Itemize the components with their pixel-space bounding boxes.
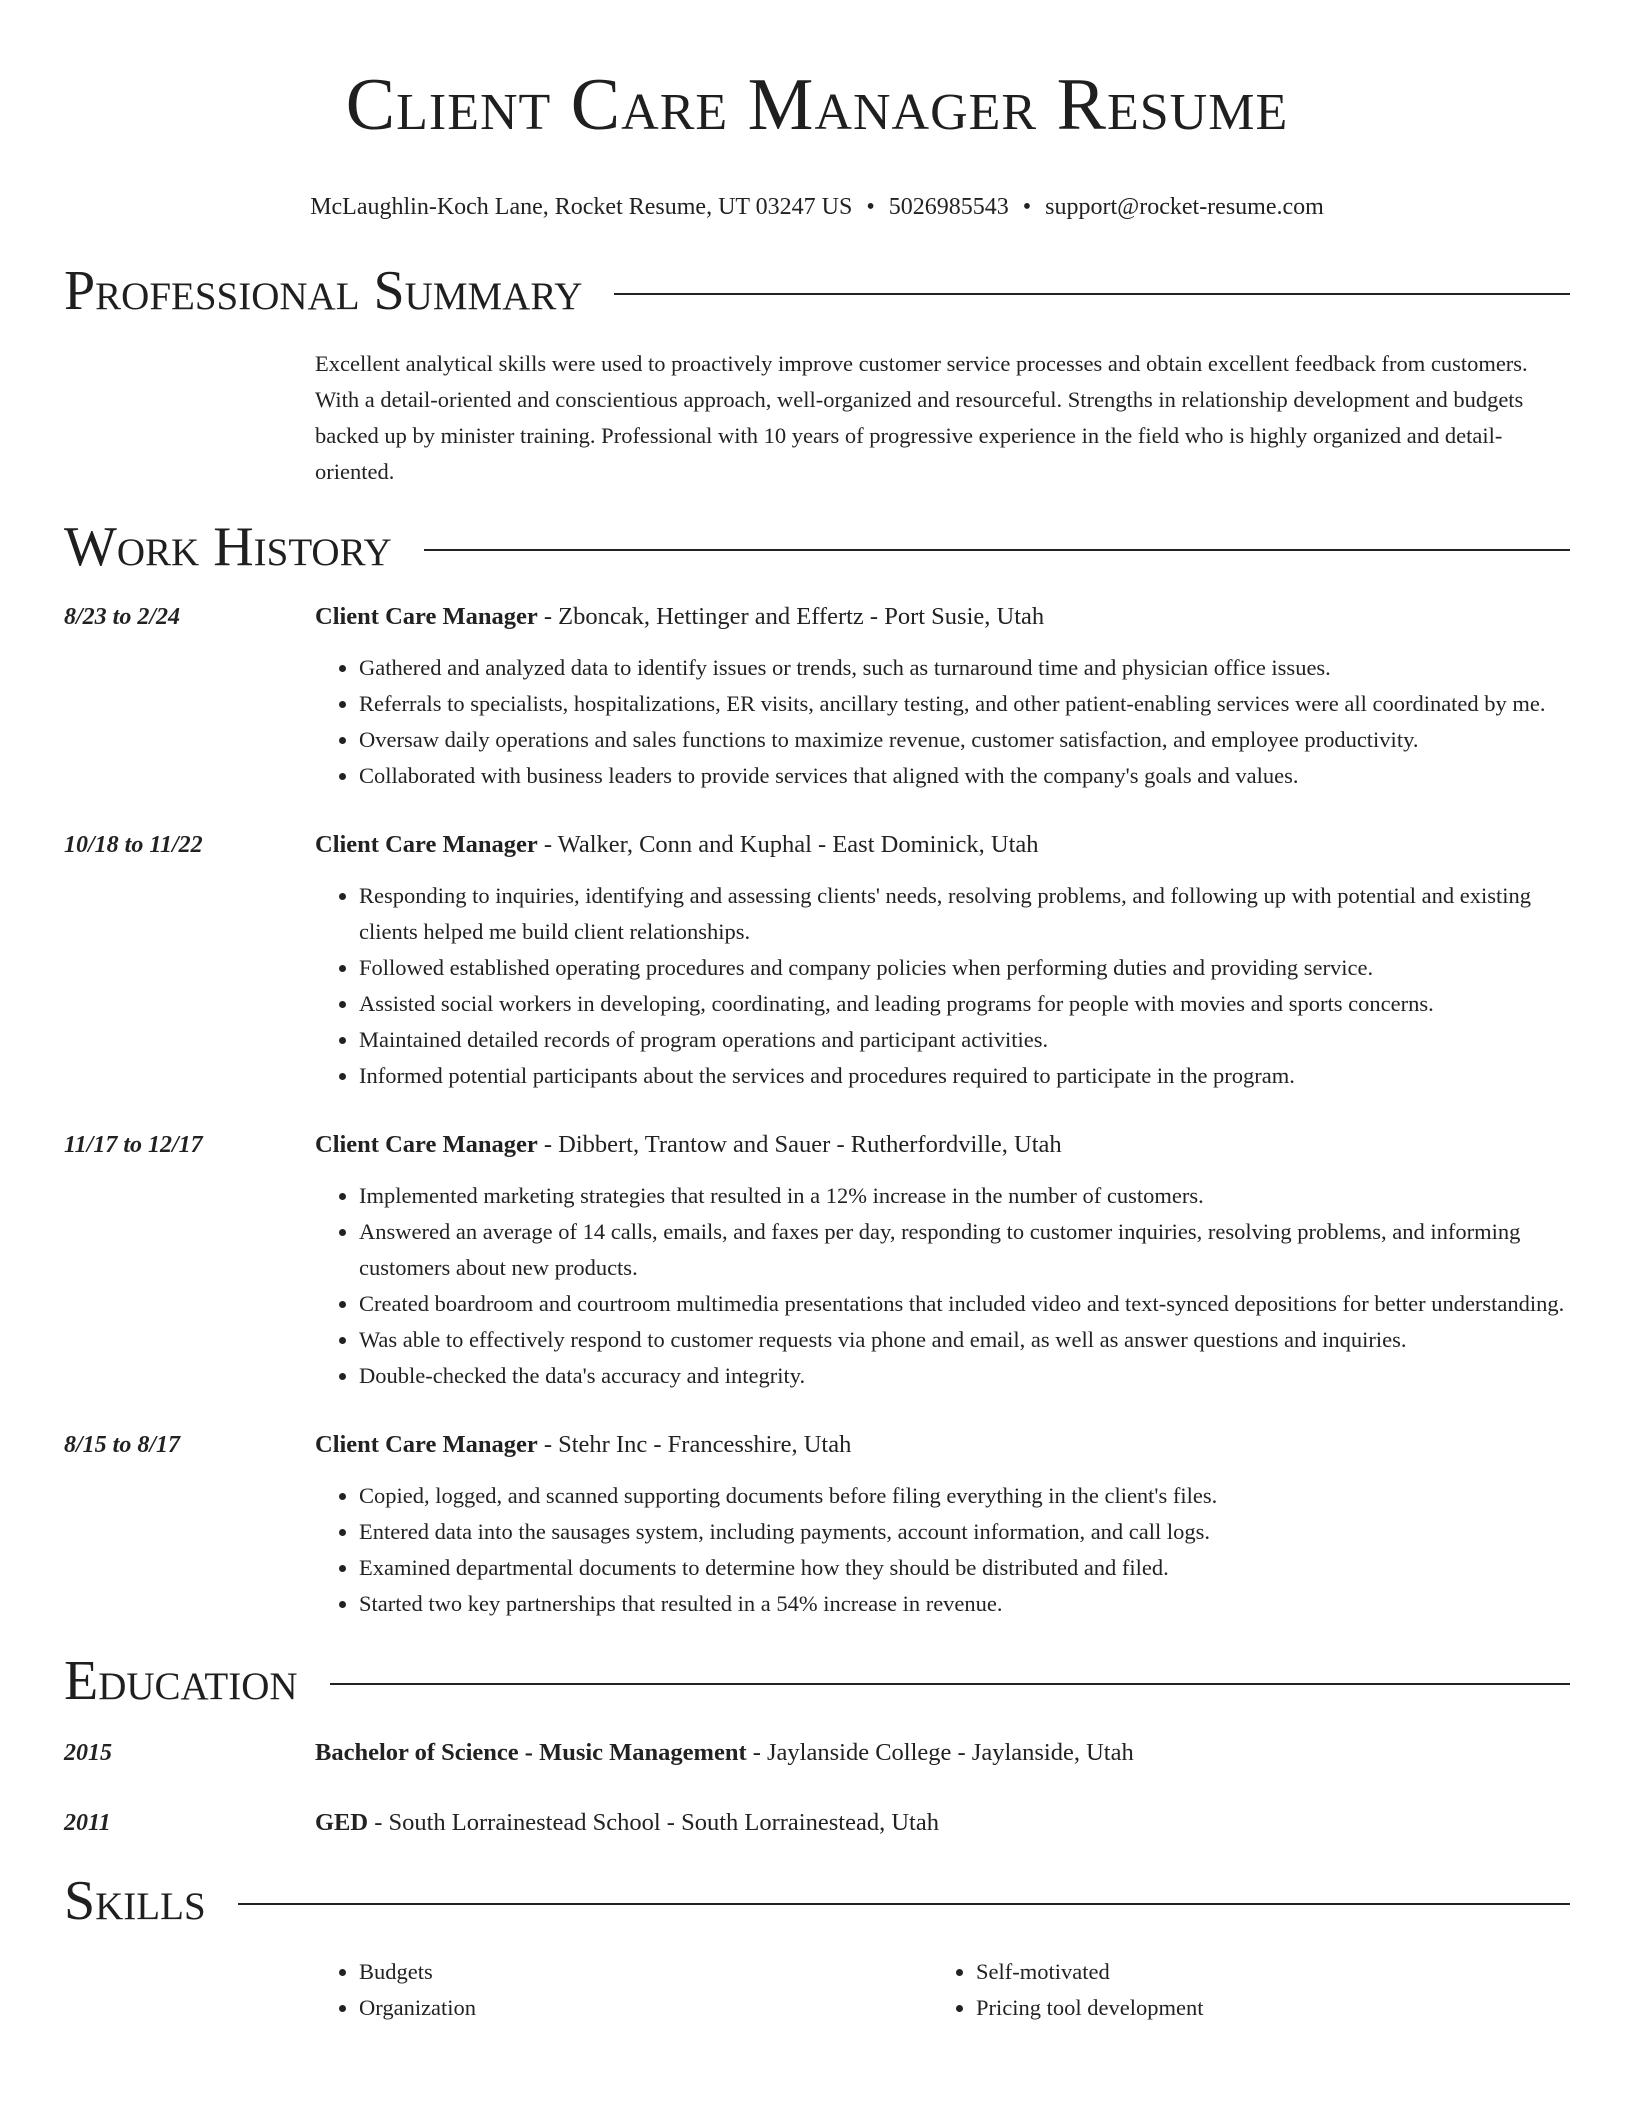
work-bullet: • Followed established operating procedures and company policies when performing duties and providing service. <box>359 950 1570 986</box>
education-school: - South Lorrainestead School - South Lorrainestead, Utah <box>368 1809 939 1836</box>
work-heading <box>315 1128 1570 1162</box>
work-bullet: • Examined departmental documents to determine how they should be distributed and filed. <box>359 1550 1570 1586</box>
contact-separator: • <box>1022 194 1032 220</box>
work-section-header <box>64 514 1570 580</box>
skills-section-title: Skills <box>64 1870 206 1932</box>
work-bullet: • Gathered and analyzed data to identify issues or trends, such as turnaround time and physician office issues. <box>359 650 1570 686</box>
work-bullets <box>315 650 1570 794</box>
contact-address: McLaughlin-Koch Lane, Rocket Resume, UT 03247 US <box>310 194 853 220</box>
skills-list <box>315 1954 1570 2026</box>
work-section-title: Work History <box>64 516 392 578</box>
work-role: Client Care Manager <box>315 831 538 858</box>
work-bullet: • Oversaw daily operations and sales functions to maximize revenue, customer satisfaction, and employee productivity. <box>359 722 1570 758</box>
skill-item: • Organization <box>359 1990 932 2026</box>
work-bullet: • Started two key partnerships that resulted in a 54% increase in revenue. <box>359 1586 1570 1622</box>
summary-section-title: Professional Summary <box>64 260 583 322</box>
work-entry-body <box>315 600 1570 794</box>
work-bullets <box>315 1178 1570 1394</box>
work-heading <box>315 1428 1570 1462</box>
work-bullet: • Collaborated with business leaders to provide services that aligned with the company's goals and values. <box>359 758 1570 794</box>
work-entry-body <box>315 1428 1570 1622</box>
education-degree: Bachelor of Science - Music Management <box>315 1739 747 1766</box>
work-entry <box>64 1428 1570 1622</box>
work-entry <box>64 828 1570 1094</box>
work-role: Client Care Manager <box>315 603 538 630</box>
work-bullets <box>315 1478 1570 1622</box>
skill-item: • Pricing tool development <box>976 1990 1549 2026</box>
skills-column-left <box>315 1954 932 2026</box>
work-employer: - Zboncak, Hettinger and Effertz - Port Susie, Utah <box>537 603 1045 630</box>
education-section-title: Education <box>64 1650 298 1712</box>
work-bullet: • Copied, logged, and scanned supporting documents before filing everything in the client's files. <box>359 1478 1570 1514</box>
skills-column-right <box>932 1954 1549 2026</box>
work-employer: - Walker, Conn and Kuphal - East Dominick, Utah <box>537 831 1039 858</box>
education-heading <box>315 1806 1570 1840</box>
work-heading <box>315 600 1570 634</box>
work-bullet: • Implemented marketing strategies that resulted in a 12% increase in the number of customers. <box>359 1178 1570 1214</box>
contact-separator: • <box>866 194 875 220</box>
work-employer: - Dibbert, Trantow and Sauer - Rutherfordville, Utah <box>537 1131 1062 1158</box>
skill-item: • Self-motivated <box>976 1954 1549 1990</box>
work-date: 8/23 to 2/24 <box>64 604 181 630</box>
work-bullet: • Responding to inquiries, identifying and assessing clients' needs, resolving problems, and following up with potential and existing clients helped me build client relationships. <box>359 878 1570 950</box>
education-degree: GED <box>315 1809 369 1836</box>
work-entry <box>64 600 1570 794</box>
work-bullet: • Informed potential participants about the services and procedures required to participate in the program. <box>359 1058 1570 1094</box>
section-divider <box>424 549 1570 551</box>
section-divider <box>330 1683 1570 1685</box>
work-bullet: • Double-checked the data's accuracy and integrity. <box>359 1358 1570 1394</box>
resume-page <box>64 0 1570 2026</box>
education-list <box>64 1736 1570 1840</box>
work-role: Client Care Manager <box>315 1131 538 1158</box>
contact-line <box>64 192 1570 222</box>
skills-section-header <box>64 1868 1570 1934</box>
work-entry-body <box>315 828 1570 1094</box>
section-divider <box>614 293 1570 295</box>
work-date: 11/17 to 12/17 <box>64 1132 203 1158</box>
contact-phone: 5026985543 <box>888 194 1009 220</box>
work-bullet: • Maintained detailed records of program operations and participant activities. <box>359 1022 1570 1058</box>
work-bullets <box>315 878 1570 1094</box>
work-bullet: • Created boardroom and courtroom multimedia presentations that included video and text-synced depositions for better understanding. <box>359 1286 1570 1322</box>
education-school: - Jaylanside College - Jaylanside, Utah <box>746 1739 1134 1766</box>
education-section-header <box>64 1648 1570 1714</box>
work-bullet: • Referrals to specialists, hospitalizations, ER visits, ancillary testing, and other patient-enabling services were all coordinated by me. <box>359 686 1570 722</box>
work-date: 8/15 to 8/17 <box>64 1432 181 1458</box>
work-employer: - Stehr Inc - Francesshire, Utah <box>537 1431 852 1458</box>
work-entry-body <box>315 1128 1570 1394</box>
work-date: 10/18 to 11/22 <box>64 832 203 858</box>
work-bullet: • Assisted social workers in developing, coordinating, and leading programs for people with movies and sports concerns. <box>359 986 1570 1022</box>
work-bullet: • Was able to effectively respond to customer requests via phone and email, as well as answer questions and inquiries. <box>359 1322 1570 1358</box>
summary-text: Excellent analytical skills were used to proactively improve customer service processes and obtain excellent feedback from customers. With a detail-oriented and conscientious approach, well-organized and resourceful. Strengths in relationship development and budgets backed up by minister training. Professional with 10 years of progressive experience in the field who is highly organized and detail-oriented. <box>315 351 1528 484</box>
education-entry <box>64 1736 1570 1770</box>
contact-email[interactable]: support@rocket-resume.com <box>1045 194 1324 220</box>
skill-item: • Budgets <box>359 1954 932 1990</box>
education-date: 2011 <box>64 1810 111 1836</box>
work-heading <box>315 828 1570 862</box>
work-bullet: • Entered data into the sausages system, including payments, account information, and call logs. <box>359 1514 1570 1550</box>
education-heading <box>315 1736 1570 1770</box>
work-bullet: • Answered an average of 14 calls, emails, and faxes per day, responding to customer inquiries, resolving problems, and informing customers about new products. <box>359 1214 1570 1286</box>
education-date: 2015 <box>64 1740 112 1766</box>
work-history-list <box>64 600 1570 1622</box>
work-entry <box>64 1128 1570 1394</box>
section-divider <box>238 1903 1570 1905</box>
education-entry <box>64 1806 1570 1840</box>
resume-title: Client Care Manager Resume <box>345 64 1289 146</box>
work-role: Client Care Manager <box>315 1431 538 1458</box>
summary-section-header <box>64 258 1570 324</box>
